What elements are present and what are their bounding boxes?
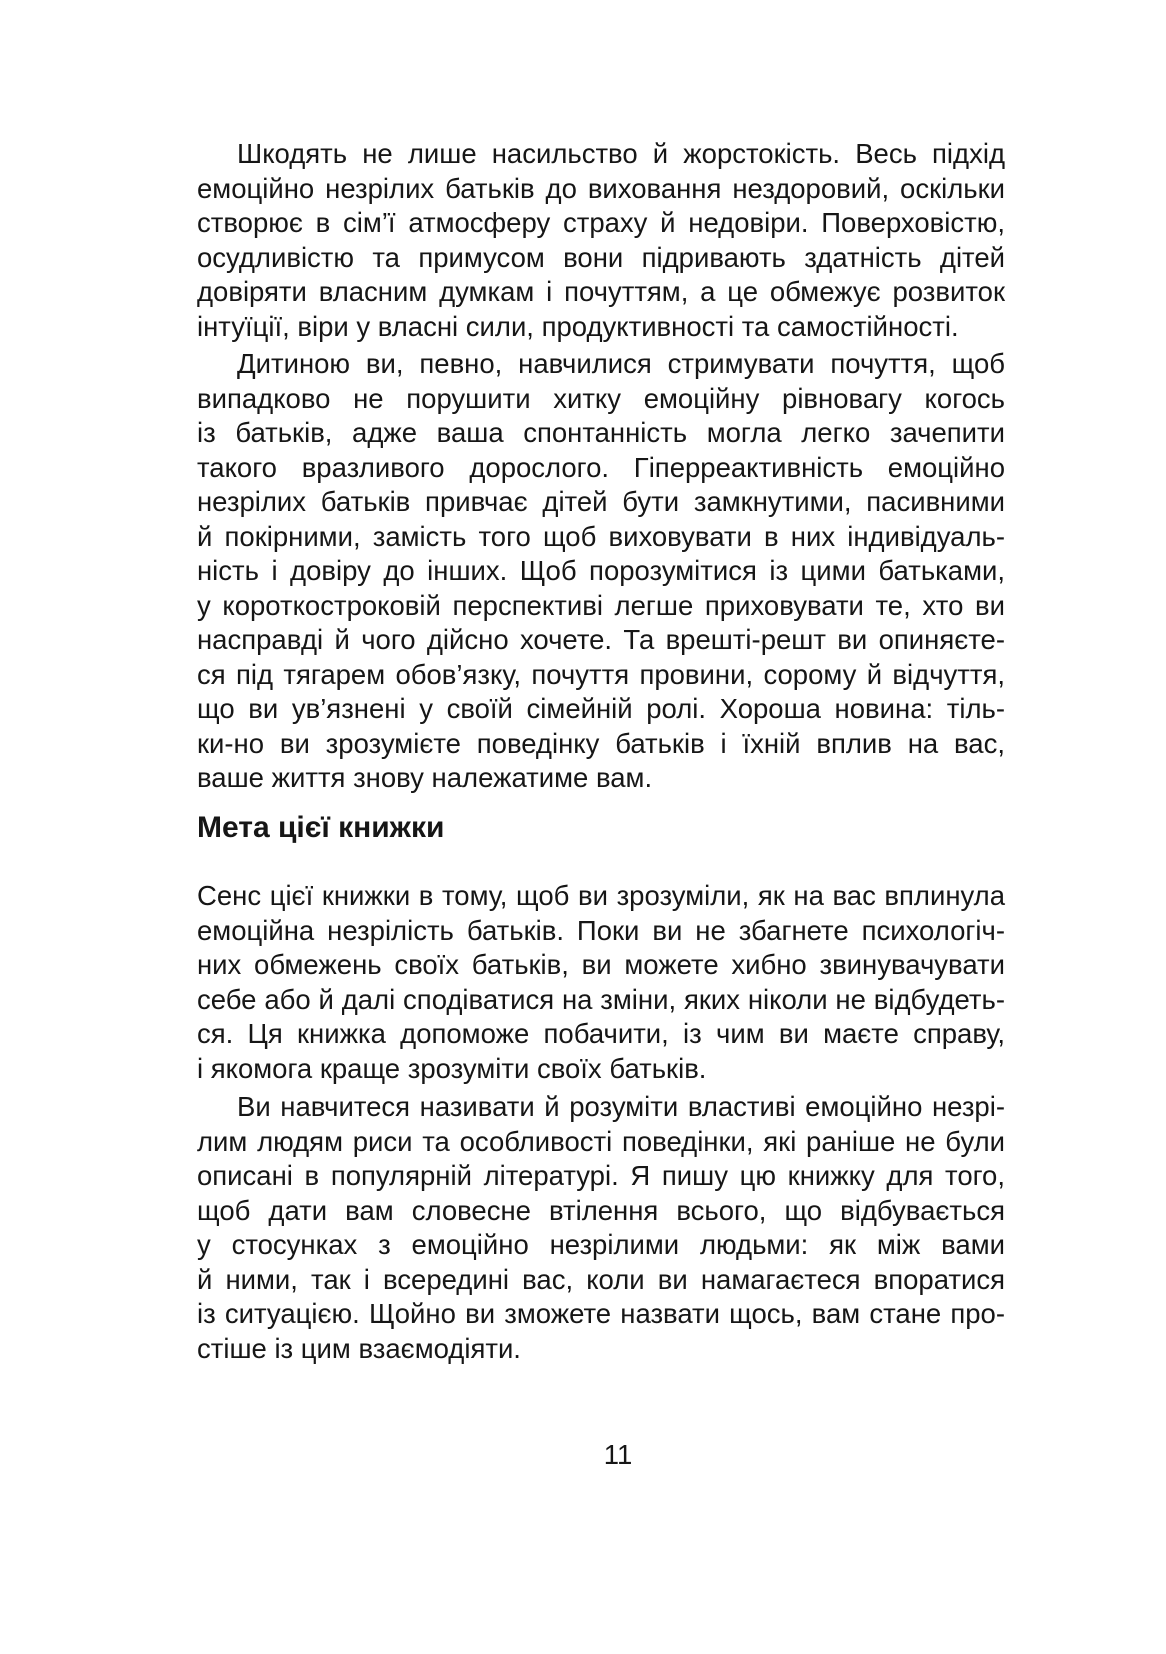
paragraph-1 [197, 137, 1005, 344]
text-line: емоційна незрілість батьків. Поки ви не збагнете психологіч- [197, 914, 1005, 946]
text-line: Сенс цієї книжки в тому, щоб ви зрозуміли, як на вас вплинула [197, 880, 1005, 911]
text-line: емоційно незрілих батьків до виховання нездоровий, оскільки [197, 172, 1005, 204]
text-line: інтуїції, віри у власні сили, продуктивності та самостійності. [197, 310, 959, 342]
text-line: насправді й чого дійсно хочете. Та врешті-решт ви опиняєте- [197, 624, 1005, 655]
text-line: що ви ув’язнені у своїй сімейній ролі. Хороша новина: тіль- [197, 693, 1005, 724]
text-line: Дитиною ви, певно, навчилися стримувати почуття, щоб [237, 348, 1005, 379]
paragraph-3 [197, 879, 1005, 1086]
text-line: щоб дати вам словесне втілення всього, що відбувається [197, 1194, 1005, 1226]
text-line: стіше із цим взаємодіяти. [197, 1332, 521, 1364]
paragraph-4 [197, 1090, 1005, 1366]
section-heading: Мета цієї книжки [197, 811, 445, 844]
text-line: лим людям риси та особливості поведінки, які раніше не були [197, 1125, 1005, 1157]
text-line: такого вразливого дорослого. Гіперреактивність емоційно [197, 451, 1005, 483]
text-line: ваше життя знову належатиме вам. [197, 762, 653, 793]
text-line: випадково не порушити хитку емоційну рівновагу когось [197, 382, 1005, 414]
text-line: ність і довіру до інших. Щоб порозумітися із цими батьками, [197, 555, 1005, 586]
text-line: у стосунках з емоційно незрілими людьми: як між вами [197, 1229, 1005, 1260]
paragraph-2 [197, 347, 1005, 796]
text-line: незрілих батьків привчає дітей бути замкнутими, пасивними [197, 486, 1005, 517]
text-line: себе або й далі сподіватися на зміни, яких ніколи не відбудеть- [197, 983, 1005, 1015]
text-line: ки-но ви зрозумієте поведінку батьків і їхній вплив на вас, [197, 727, 1005, 759]
text-line: осудливістю та примусом вони підривають здатність дітей [197, 241, 1005, 273]
text-line: із ситуацією. Щойно ви зможете назвати щось, вам стане про- [197, 1298, 1005, 1329]
text-line: із батьків, адже ваша спонтанність могла легко зачепити [197, 417, 1005, 448]
text-line: у короткостроковій перспективі легше приховувати те, хто ви [197, 589, 1005, 621]
text-line: створює в сім’ї атмосферу страху й недовіри. Поверховістю, [197, 207, 1005, 238]
text-line: й покірними, замість того щоб виховувати в них індивідуаль- [197, 520, 1005, 552]
text-line: і якомога краще зрозуміти своїх батьків. [197, 1052, 707, 1084]
text-line: довіряти власним думкам і почуттям, а це обмежує розвиток [197, 276, 1005, 307]
text-line: них обмежень своїх батьків, ви можете хибно звинувачувати [197, 949, 1005, 980]
text-line: й ними, так і всередині вас, коли ви намагаєтеся впоратися [197, 1263, 1005, 1295]
text-line: описані в популярній літературі. Я пишу цю книжку для того, [197, 1160, 1005, 1191]
text-line: ся. Ця книжка допоможе побачити, із чим ви маєте справу, [197, 1018, 1005, 1049]
text-line: Шкодять не лише насильство й жорстокість. Весь підхід [237, 138, 1005, 169]
page-number: 11 [603, 1439, 633, 1470]
text-line: Ви навчитеся називати й розуміти властиві емоційно незрі- [237, 1091, 1005, 1122]
text-line: ся під тягарем обов’язку, почуття провини, сорому й відчуття, [197, 658, 1005, 690]
